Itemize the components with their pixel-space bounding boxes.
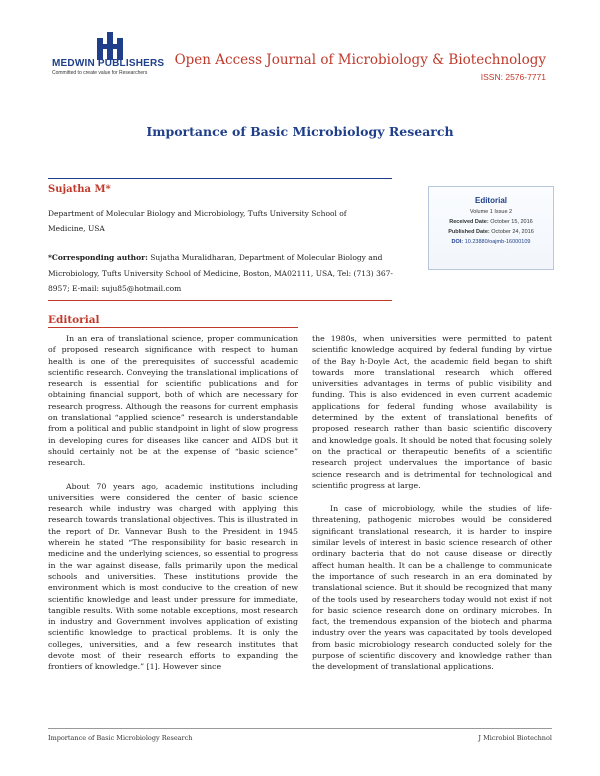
paragraph: In case of microbiology, while the studies of life-threatening, pathogenic microbes would be considered significant translational research, it is harder to inspire similar levels of interest in basic science research of other ordinary bacteria that do not cause disease or directly affect human health. It can be a challenge to communicate the importance of such research in an era dominated by translational science. But it should be recognized that many of the tools used by researchers today would not exist if not for basic science research done on ordinary microbes. In fact, the tremendous expansion of the biotech and pharma industry over the years was capacitated by tools developed from basic microbiology research conducted solely for the purpose of scientific discovery and knowledge rather than the development of translational applications. [312, 504, 552, 672]
volume-issue: Volume 1 Issue 2 [469, 209, 513, 215]
journal-title: Open Access Journal of Microbiology & Biotechnology [174, 52, 546, 68]
published-value: October 24, 2016 [491, 229, 534, 235]
right-column [312, 333, 552, 685]
footer-running-title: Importance of Basic Microbiology Research [48, 734, 193, 742]
published-label: Published Date: [448, 229, 490, 235]
footer-divider [48, 728, 552, 729]
article-title: Importance of Basic Microbiology Research [146, 124, 454, 139]
paragraph: About 70 years ago, academic institutions including universities were considered the center of basic science research while industry was charged with applying this research towards translational objectives. This is illustrated in the report of Dr. Vannevar Bush to the President in 1945 wherein he stated “The responsibility for basic research in medicine and the underlying sciences, so essential to progress in the war against disease, falls primarily upon the medical schools and universities. These institutions provide the environment which is most conducive to the creation of new scientific knowledge and least under pressure for immediate, tangible results. With some notable exceptions, most research in industry and Government involves application of existing scientific knowledge to practical problems. It is only the colleges, universities, and a few research institutes that devote most of their research efforts to expanding the frontiers of knowledge.” [1]. However since [48, 481, 298, 672]
left-column [48, 333, 298, 685]
footer-journal-abbrev: J Microbiol Biotechnol [478, 734, 552, 742]
publisher-tagline: Committed to create value for Researchers [52, 70, 148, 76]
doi[interactable] [429, 239, 553, 245]
journal-issn: ISSN: 2576-7771 [480, 72, 546, 82]
divider [48, 178, 392, 179]
received-date [429, 219, 553, 225]
doi-link[interactable]: 10.23880/oajmb-16000109 [464, 239, 531, 245]
article-type: Editorial [474, 196, 507, 205]
divider [48, 327, 298, 328]
corresponding-author-label: *Corresponding author: [48, 253, 148, 262]
received-value: October 15, 2016 [490, 219, 533, 225]
divider [48, 300, 392, 301]
author-name: Sujatha M* [48, 184, 111, 195]
section-heading: Editorial [48, 314, 100, 326]
publisher-name: MEDWIN PUBLISHERS [52, 58, 165, 69]
author-affiliation: Department of Molecular Biology and Microbiology, Tufts University School of Medicine, USA [48, 209, 347, 233]
corresponding-author-details: Sujatha Muralidharan, Department of Molecular Biology and Microbiology, Tufts University School of Medicine, Boston, MA02111, USA, Tel: (713) 367-8957; E-mail: suju85@hotmail.com [48, 253, 393, 293]
published-date [429, 229, 553, 235]
paragraph: the 1980s, when universities were permitted to patent scientific knowledge acquired by federal funding by virtue of the Bay h-Doyle Act, the academic field began to shift towards more translational research which offered universities advantages in terms of public visibility and funding. This is also evidenced in even current academic applications for federal funding whose availability is determined by the extent of translational benefits of proposed research rather than basic scientific discovery and knowledge goals. It should be noted that focusing solely on the practical or therapeutic benefits of a scientific research project undervalues the importance of basic science research and is detrimental for technological and scientific progress at large. [312, 334, 552, 490]
doi-label: DOI: [451, 239, 464, 245]
paragraph: In an era of translational science, proper communication of proposed research significance with respect to human health is one of the prerequisites of successful academic scientific research. Conveying the translational implications of research is essential for scientific publications and for obtaining financial support, both of which are necessary for research progress. Although the reasons for current emphasis on translational “applied science” research is understandable from a political and public standpoint in light of slow progress in developing cures for diseases like cancer and AIDS but it should certainly not be at the expense of “basic science” research. [48, 334, 298, 468]
article-info-box [428, 186, 554, 270]
received-label: Received Date: [449, 219, 489, 225]
corresponding-author [48, 250, 408, 297]
